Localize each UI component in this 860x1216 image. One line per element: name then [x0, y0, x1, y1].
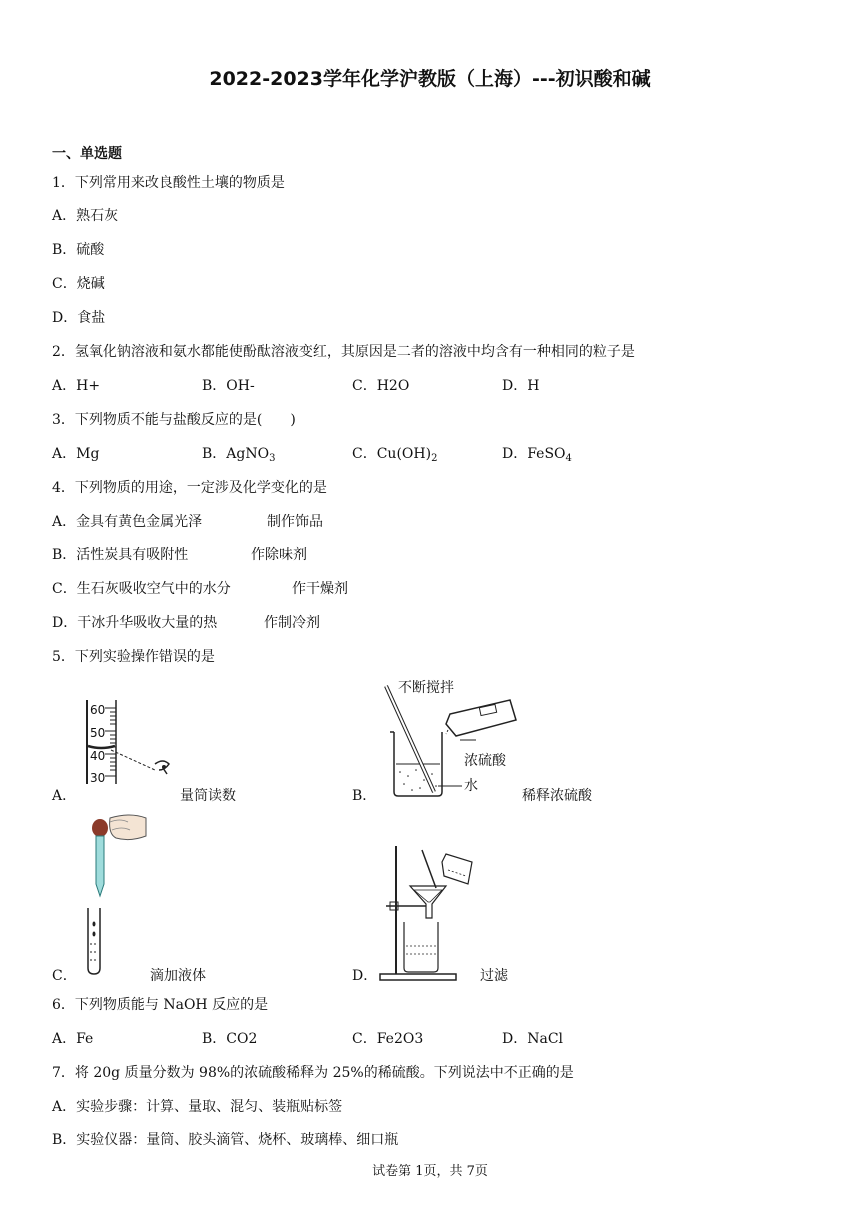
section-heading: 一、单选题 [52, 146, 122, 162]
q2-stem: 2．氢氧化钠溶液和氨水都能使酚酞溶液变红，其原因是二者的溶液中均含有一种相同的粒子是 [52, 344, 635, 360]
cylinder-tick-60: 60 [90, 703, 106, 717]
q7-option-b: B．实验仪器：量筒、胶头滴管、烧杯、玻璃棒、细口瓶 [52, 1132, 399, 1148]
q4-option-c: C．生石灰吸收空气中的水分 [52, 581, 231, 597]
q5-option-b: B． [352, 788, 377, 804]
q4-option-d: D．干冰升华吸收大量的热 [52, 615, 218, 631]
figure-label-stir: 不断搅拌 [398, 680, 454, 696]
q3-option-d: D．FeSO$_4$ [502, 446, 572, 464]
q5-option-c: C． [52, 968, 77, 984]
dilution-figure [380, 680, 520, 802]
q6-option-a: A．Fe [52, 1031, 94, 1047]
q2-option-b: B．OH- [202, 378, 255, 394]
q1-option-b: B．硫酸 [52, 242, 105, 258]
q5-option-c-caption: 滴加液体 [150, 968, 206, 984]
q4-option-d-use: 作制冷剂 [264, 615, 320, 631]
q2-option-a: A．H+ [52, 378, 101, 394]
q6-option-c: C．Fe2O3 [352, 1031, 424, 1047]
q6-option-d: D．NaCl [502, 1031, 564, 1047]
dropper-figure [80, 812, 160, 978]
q3-option-b: B．AgNO$_3$ [202, 446, 276, 464]
q4-option-b-use: 作除味剂 [251, 547, 307, 563]
q5-option-b-caption: 稀释浓硫酸 [522, 788, 592, 804]
q1-option-a: A．熟石灰 [52, 208, 119, 224]
q1-option-d: D．食盐 [52, 310, 106, 326]
q4-option-c-use: 作干燥剂 [292, 581, 348, 597]
page-footer: 试卷第 1页，共 7页 [372, 1164, 488, 1179]
q5-option-d: D． [352, 968, 378, 984]
q7-stem: 7．将 20g 质量分数为 98%的浓硫酸稀释为 25%的稀硫酸。下列说法中不正确的是 [52, 1065, 574, 1081]
q5-stem: 5．下列实验操作错误的是 [52, 649, 215, 665]
filtration-figure [380, 842, 480, 982]
q7-option-a: A．实验步骤：计算、量取、混匀、装瓶贴标签 [52, 1099, 343, 1115]
q2-option-c: C．H2O [352, 378, 410, 394]
q6-stem: 6．下列物质能与 NaOH 反应的是 [52, 997, 269, 1013]
cylinder-tick-40: 40 [90, 749, 106, 763]
q3-stem: 3．下列物质不能与盐酸反应的是( ) [52, 412, 296, 428]
q1-option-c: C．烧碱 [52, 276, 105, 292]
q5-option-a: A． [52, 788, 77, 804]
q4-option-a: A．金具有黄色金属光泽 [52, 514, 203, 530]
q2-option-d: D．H [502, 378, 540, 394]
q4-option-b: B．活性炭具有吸附性 [52, 547, 189, 563]
q5-option-d-caption: 过滤 [480, 968, 508, 984]
q3-option-a: A．Mg [52, 446, 100, 462]
cylinder-tick-50: 50 [90, 726, 106, 740]
q3-option-c: C．$Cu(OH)_2$ [352, 446, 438, 464]
q4-stem: 4．下列物质的用途，一定涉及化学变化的是 [52, 480, 327, 496]
figure-label-acid: 浓硫酸 [464, 753, 506, 769]
cylinder-tick-30: 30 [90, 771, 106, 785]
q5-option-a-caption: 量筒读数 [180, 788, 236, 804]
q6-option-b: B．CO2 [202, 1031, 258, 1047]
figure-label-water: 水 [464, 778, 478, 794]
q1-stem: 1．下列常用来改良酸性土壤的物质是 [52, 175, 285, 191]
page-title: 2022-2023学年化学沪教版（上海）---初识酸和碱 [209, 68, 651, 90]
q4-option-a-use: 制作饰品 [267, 514, 323, 530]
